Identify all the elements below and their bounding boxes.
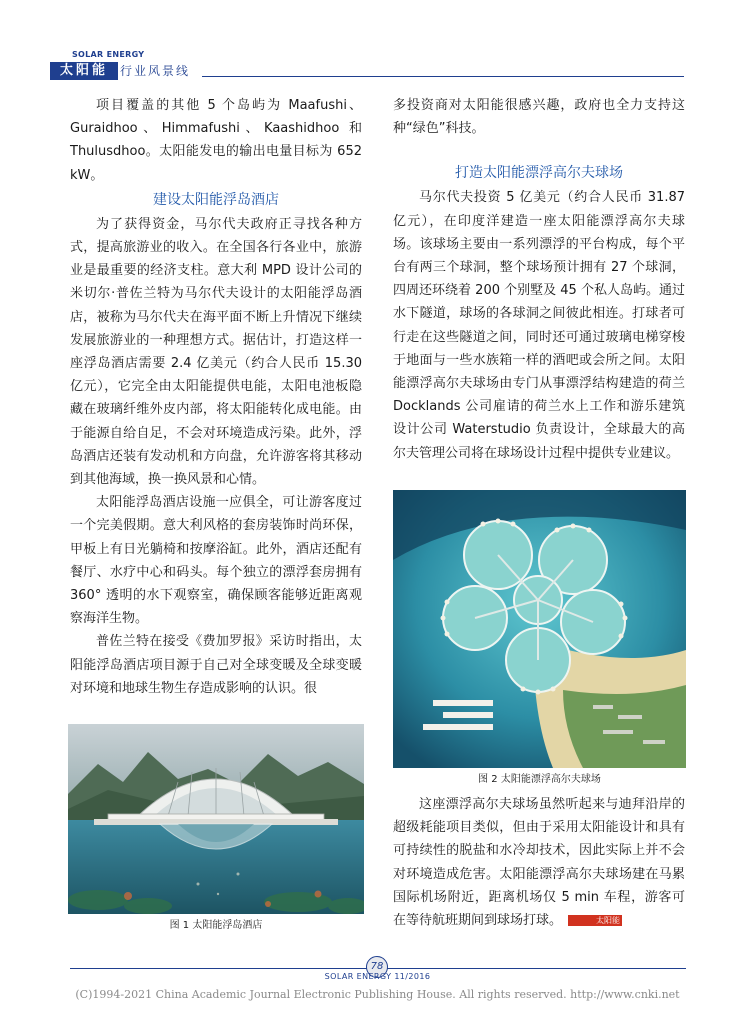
paragraph: 项目覆盖的其他 5 个岛屿为 Maafushi、Guraidhoo、Himmafushi、Kaashidhoo 和 Thulusdhoo。太阳能发电的输出电量目标为 652 kW。 (70, 98, 362, 183)
left-column (70, 94, 362, 700)
paragraph: 为了获得资金，马尔代夫政府正寻找各种方式，提高旅游业的收入。在全国各行各业中，旅游业是最重要的经济支柱。意大利 MPD 设计公司的米切尔·普佐兰特为马尔代夫设计的太阳能浮岛酒店，被称为马尔代夫在海平面不断上升情况下继续发展旅游业的一种理想方式。据估计，打造这样一座浮岛酒店需要 2.4 亿美元（约合人民币 15.30 亿元），它完全由太阳能提供电能，太阳电池板隐藏在玻璃纤维外皮内部，将太阳能转化成电能。由于能源自给自足，不会对环境造成污染。此外，浮岛酒店还装有发动机和方向盘，允许游客将其移动到其他海域，换一换风景和心情。 (70, 216, 362, 488)
header-rule (202, 76, 684, 77)
magazine-name-cn: 太阳能 (50, 62, 118, 80)
paragraph: 普佐兰特在接受《费加罗报》采访时指出，太阳能浮岛酒店项目源于自己对全球变暖及全球变暖对环境和地球生物生存造成影响的认识。很 (70, 634, 362, 696)
right-column-bottom (393, 793, 685, 932)
paragraph (393, 793, 685, 932)
figure-1-caption: 图 1 太阳能浮岛酒店 (169, 920, 263, 931)
section-title: 行业风景线 (120, 64, 191, 78)
page-number: 78 (366, 956, 388, 978)
end-mark-logo: 太阳能 (568, 915, 622, 926)
figure-1-floating-hotel-image (68, 724, 364, 914)
section-heading-floating-hotel: 建设太阳能浮岛酒店 (153, 191, 279, 208)
paragraph: 多投资商对太阳能很感兴趣，政府也全力支持这种“绿色”科技。 (393, 98, 685, 137)
magazine-name-en: SOLAR ENERGY (72, 50, 145, 59)
section-heading-floating-golf: 打造太阳能漂浮高尔夫球场 (455, 165, 623, 182)
right-column-top (393, 94, 685, 465)
paragraph-text: 这座漂浮高尔夫球场虽然听起来与迪拜沿岸的超级耗能项目类似，但由于采用太阳能设计和具有可持续性的脱盐和水冷却技术，因此实际上并不会对环境造成危害。太阳能漂浮高尔夫球场建在马累国际机场附近，距离机场仅 5 min 车程，游客可在等待航班期间到球场打球。 (393, 797, 685, 929)
paragraph: 太阳能浮岛酒店设施一应俱全，可让游客度过一个完美假期。意大利风格的套房装饰时尚环保，甲板上有日光躺椅和按摩浴缸。此外，酒店还配有餐厅、水疗中心和码头。每个独立的漂浮套房拥有 360° 透明的水下观察室，确保顾客能够近距离观察海洋生物。 (70, 495, 362, 627)
floating-hotel-illustration (68, 724, 364, 914)
copyright-notice: (C)1994-2021 China Academic Journal Electronic Publishing House. All rights reserved. http://www.cnki.net (75, 988, 680, 1001)
paragraph: 马尔代夫投资 5 亿美元（约合人民币 31.87 亿元），在印度洋建造一座太阳能漂浮高尔夫球场。该球场主要由一系列漂浮的平台构成，每个平台有两三个球洞，整个球场预计拥有 27 个球洞，四周还环绕着 200 个别墅及 45 个私人岛屿。通过水下隧道，球场的各球洞之间彼此相连。打球者可行走在这些隧道之间，同时还可通过玻璃电梯穿梭于地面与一些水族箱一样的酒吧或会所之间。太阳能漂浮高尔夫球场由专门从事漂浮结构建造的荷兰 Docklands 公司雇请的荷兰水上工作和游乐建筑设计公司 Waterstudio 负责设计，全球最大的高尔夫管理公司将在球场设计过程中提供专业建议。 (393, 190, 685, 461)
floating-golf-course-illustration (393, 490, 686, 768)
journal-issue: SOLAR ENERGY 11/2016 (324, 972, 431, 981)
figure-2-golf-course-image (393, 490, 686, 768)
figure-2-caption: 图 2 太阳能漂浮高尔夫球场 (478, 774, 601, 785)
